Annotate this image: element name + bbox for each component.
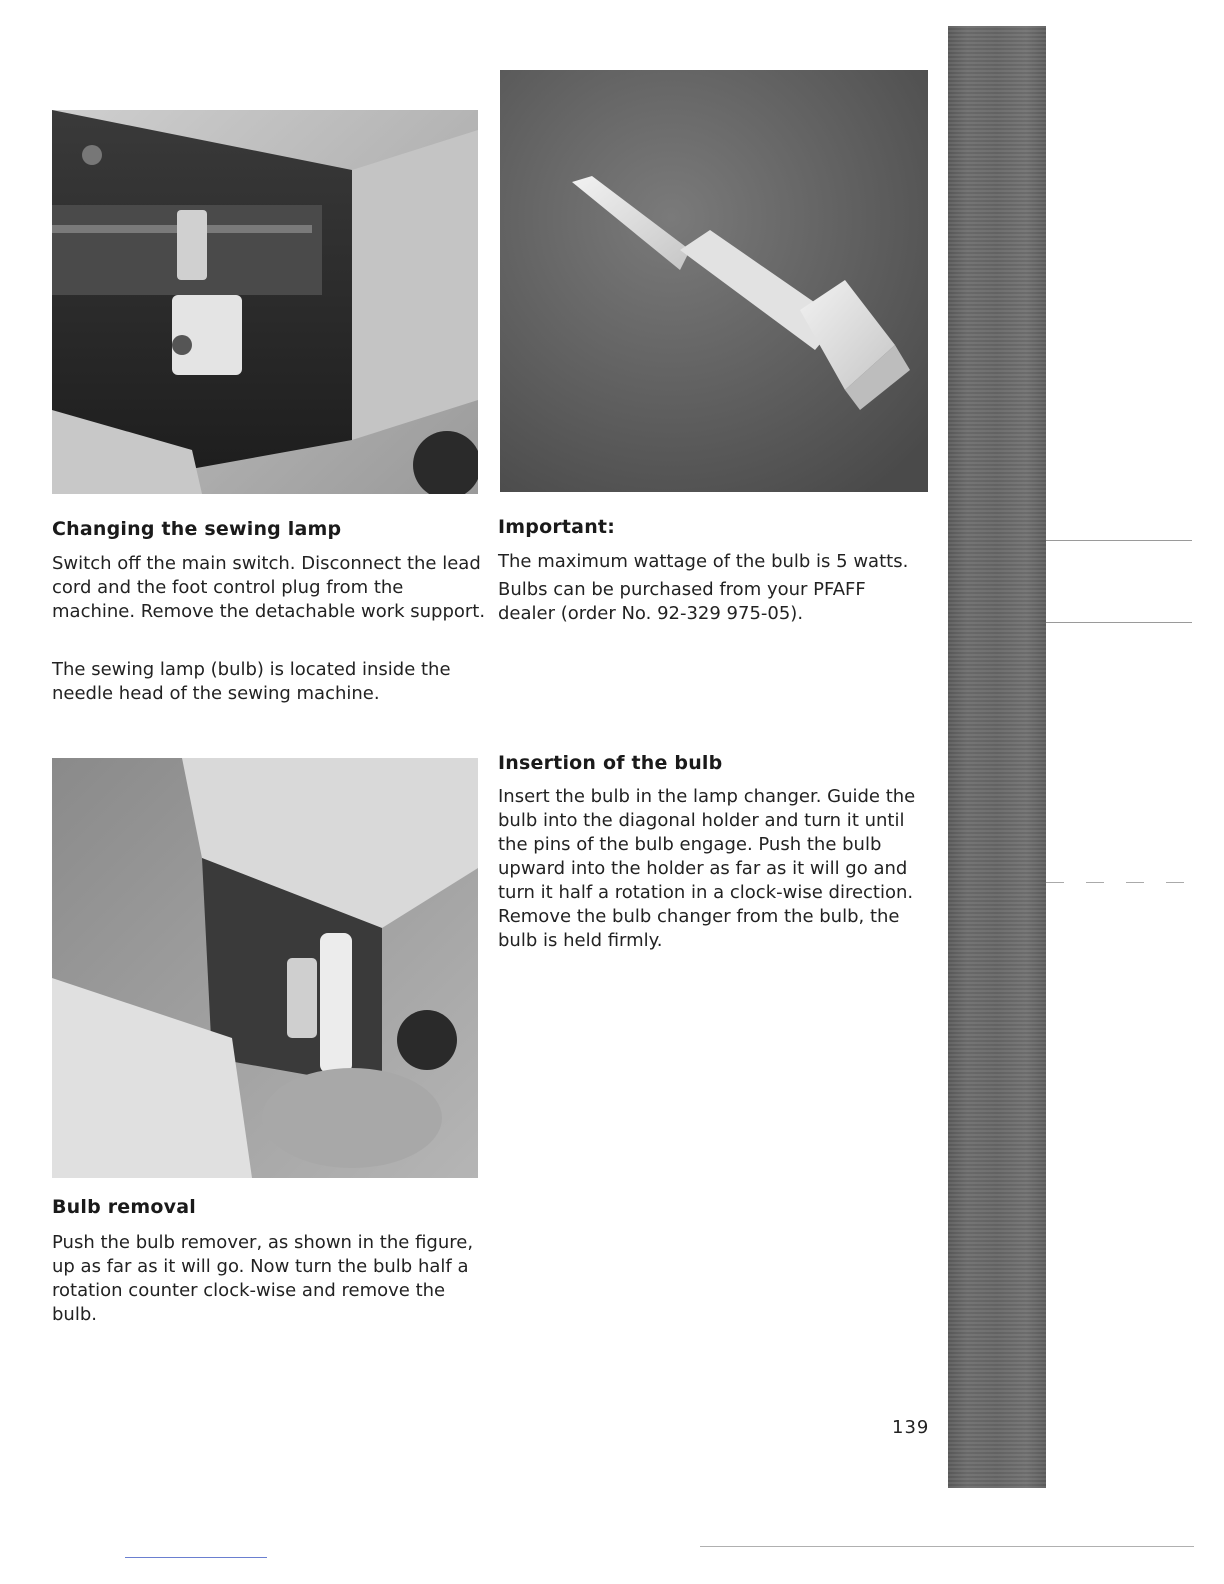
heading-changing-lamp: Changing the sewing lamp [52, 518, 342, 540]
tab-marker-line [1046, 622, 1192, 623]
heading-bulb-removal: Bulb removal [52, 1196, 196, 1218]
text-line: Remove the bulb changer from the bulb, the [498, 906, 900, 927]
removal-paragraph [52, 1231, 473, 1327]
tab-marker-dashed-line [1046, 882, 1192, 883]
text-line: bulb. [52, 1304, 97, 1325]
text-line: Insert the bulb in the lamp changer. Guide the [498, 786, 916, 807]
text-line: bulb into the diagonal holder and turn it until [498, 810, 905, 831]
lamp-housing-photo [52, 110, 478, 494]
bottom-scan-line [700, 1546, 1194, 1547]
heading-important: Important: [498, 516, 616, 538]
insertion-paragraph [498, 785, 915, 953]
text-line: The sewing lamp (bulb) is located inside the [52, 659, 451, 680]
lamp-changer-photo [500, 70, 928, 492]
text-line: needle head of the sewing machine. [52, 683, 380, 704]
text-line: turn it half a rotation in a clock-wise direction. [498, 882, 914, 903]
text-line: Bulbs can be purchased from your PFAFF [498, 579, 866, 600]
bulb-removal-hand-photo-icon [52, 758, 478, 1178]
bottom-edge-mark [125, 1557, 267, 1558]
tab-marker-line [1046, 540, 1192, 541]
text-line: the pins of the bulb engage. Push the bulb [498, 834, 882, 855]
changing-paragraph-1 [52, 552, 485, 624]
lamp-changer-tool-photo-icon [500, 70, 928, 492]
text-line: Switch off the main switch. Disconnect the lead [52, 553, 481, 574]
text-line: Push the bulb remover, as shown in the figure, [52, 1232, 474, 1253]
text-line: bulb is held firmly. [498, 930, 663, 951]
changing-paragraph-2 [52, 658, 451, 706]
heading-insertion: Insertion of the bulb [498, 752, 723, 774]
text-line: upward into the holder as far as it will go and [498, 858, 908, 879]
chapter-tab-strip [948, 26, 1046, 1488]
text-line: rotation counter clock-wise and remove the [52, 1280, 446, 1301]
page-number: 139 [892, 1417, 930, 1438]
text-line: dealer (order No. 92-329 975-05). [498, 603, 804, 624]
bulb-removal-photo [52, 758, 478, 1178]
text-line: machine. Remove the detachable work support. [52, 601, 486, 622]
important-paragraph-1: The maximum wattage of the bulb is 5 watts. [498, 551, 909, 572]
sewing-machine-lamp-housing-photo-icon [52, 110, 478, 494]
text-line: cord and the foot control plug from the [52, 577, 404, 598]
important-paragraph-2 [498, 578, 866, 626]
text-line: up as far as it will go. Now turn the bulb half a [52, 1256, 469, 1277]
